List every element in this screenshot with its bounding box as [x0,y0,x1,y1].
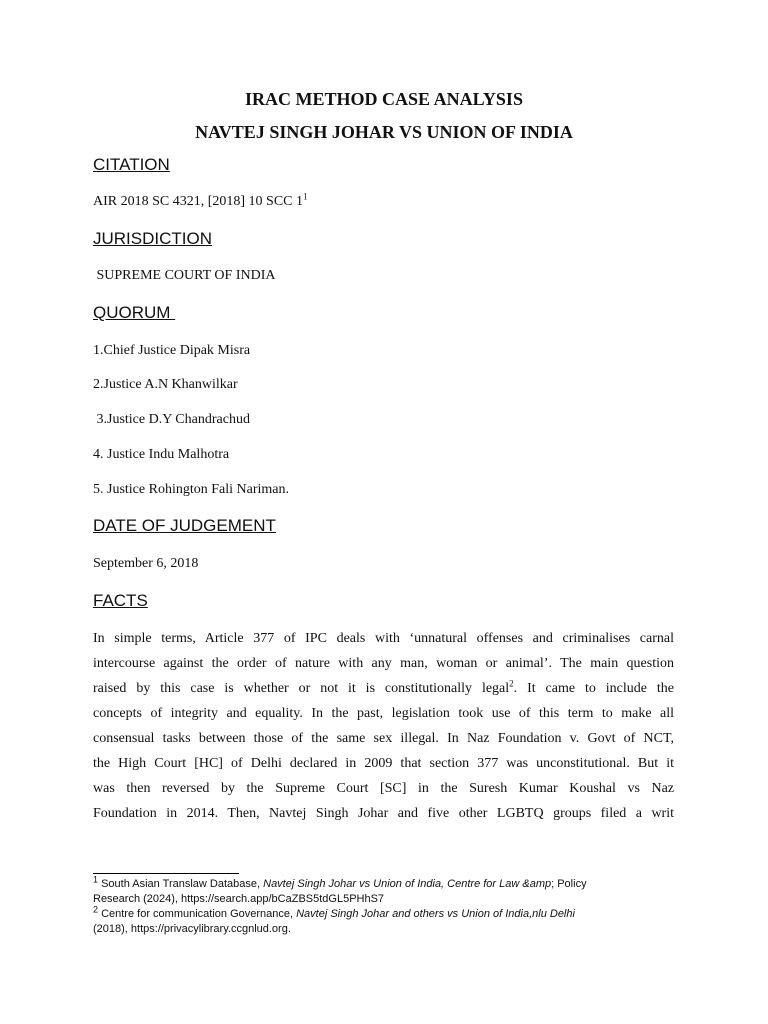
citation-heading: CITATION [93,155,170,174]
citation-text: AIR 2018 SC 4321, [2018] 10 SCC $1^1$ [93,191,308,209]
quorum-item: 2.Justice A.N Khanwilkar [93,377,238,392]
date-of-judgement-heading: DATE OF JUDGEMENT [93,516,276,535]
date-of-judgement-text: September 6, 2018 [93,556,199,571]
quorum-item: 1.Chief Justice Dipak Misra [93,343,251,358]
footnote-ref-2[interactable]: 2 [509,678,514,689]
footnote-ref-1[interactable]: 1 [303,191,308,202]
quorum-item: 5. Justice Rohington Fali Nariman. [93,482,289,497]
footnote-1-url[interactable]: Research (2024), https://search.app/bCaZBS5tdGL5PHhS7 [93,893,385,905]
facts-line: Foundation in 2014. Then, Navtej Singh Johar and five other LGBTQ groups filed a writ [93,806,674,821]
footnote-2-url[interactable]: (2018), https://privacylibrary.ccgnlud.org. [93,923,291,935]
facts-paragraph [93,626,674,826]
quorum-item: 4. Justice Indu Malhotra [93,447,230,462]
facts-line: consensual tasks between those of the same sex illegal. In Naz Foundation v. Govt of NCT, [93,731,674,746]
quorum-item: 3.Justice D.Y Chandrachud [93,412,250,427]
footnote-separator [93,873,239,874]
facts-line: concepts of integrity and equality. In the past, legislation took use of this term to make all [93,706,674,721]
quorum-heading: QUORUM [93,303,176,322]
footnote-2: $^2$ Centre for communication Governance, Navtej Singh Johar and others vs Union of India,nlu Delhi (2018), https://privacylibrary.ccgnlud.org. [93,904,575,935]
facts-line: raised by this case is whether or not it is constitutionally legal$^2$. It came to include the [93,678,674,696]
document-title: IRAC METHOD CASE ANALYSIS [245,89,523,109]
jurisdiction-heading: JURISDICTION [93,229,212,248]
facts-line: In simple terms, Article 377 of IPC deals with ‘unnatural offenses and criminalises carnal [93,631,674,646]
facts-line: was then reversed by the Supreme Court [SC] in the Suresh Kumar Koushal vs Naz [93,781,674,796]
case-title: NAVTEJ SINGH JOHAR VS UNION OF INDIA [195,122,573,142]
facts-line: the High Court [HC] of Delhi declared in 2009 that section 377 was unconstitutional. But it [93,756,674,771]
facts-line: intercourse against the order of nature with any man, woman or animal’. The main question [93,656,674,671]
footnote-1: $^1$ South Asian Translaw Database, Navtej Singh Johar vs Union of India, Centre for Law &amp; Policy Research (2024), https://search.app/bCaZBS5tdGL5PHhS7 [93,874,587,905]
facts-heading: FACTS [93,591,148,610]
jurisdiction-text: SUPREME COURT OF INDIA [93,268,276,283]
